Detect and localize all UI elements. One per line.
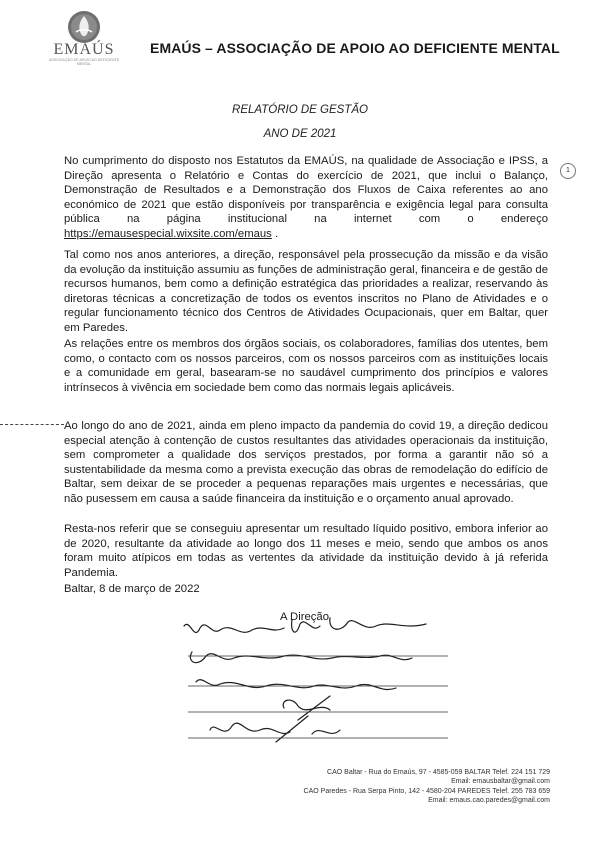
- signatory-label: A Direção: [280, 611, 329, 623]
- logo-emblem-icon: [67, 10, 101, 44]
- signature-1: [184, 618, 426, 632]
- paragraph-4: Ao longo do ano de 2021, ainda em pleno impacto da pandemia do covid 19, a direção dedicou especial atenção à contenção de custos resultantes das atividades operacionais da instituição, sem comprometer a qualidade dos serviços prestados, por forma a garantir não só a sustentabilidade da mesma como a prevista execução das obras de remodelação do edifício de Baltar, sem deixar de se proceder a pequenas reparações mais urgentes e necessárias, que não pusessem em causa a saúde financeira da instituição e o orçamento anual aprovado.: [64, 420, 548, 505]
- paragraph-5: Resta-nos referir que se conseguiu apresentar um resultado líquido positivo, embora inferior ao de 2020, resultante da atividade ao longo dos 11 meses e meio, sendo que ambos os anos foram muito atípicos em todas as vertentes da atividade da instituição devido à já referida Pandemia.: [64, 523, 548, 579]
- footer-baltar-address: CAO Baltar - Rua do Emaús, 97 - 4585-059 BALTAR Telef. 224 151 729: [327, 769, 550, 776]
- website-link[interactable]: https://emausespecial.wixsite.com/emaus: [64, 227, 272, 240]
- paragraph-1-text: No cumprimento do disposto nos Estatutos da EMAÚS, na qualidade de Associação e IPSS, a Direção apresenta o Relatório e Contas do exercício de 2021, que inclui o Balanço, Demonstração de Resultados e a Demonstração dos Fluxos de Caixa referentes ao ano económico de 2021 que estão disponíveis por transparência e exigência legal para consulta pública na página institucional na internet com o endereço: [64, 155, 548, 225]
- signature-2: [190, 652, 412, 663]
- paragraph-2: Tal como nos anos anteriores, a direção, responsável pela prossecução da missão e da visão da evolução da instituição assumiu as funções de administração geral, financeira e de gestão de recursos humanos, bem como a definição estratégica das prioridades a realizar, reservando às diretoras técnicas a concretização de todos os eventos inscritos no Plano de Atividades e o regular funcionamento técnico dos Centros de Atividades Ocupacionais, quer em Baltar, quer em Paredes.: [64, 249, 548, 334]
- signature-3: [196, 680, 396, 690]
- report-year: ANO DE 2021: [263, 128, 337, 140]
- scan-artifact-line: [0, 424, 64, 426]
- page-number: 1: [560, 163, 576, 179]
- emaus-logo: [48, 10, 120, 80]
- paragraph-3: As relações entre os membros dos órgãos sociais, os colaboradores, famílias dos utentes, bem como, o contacto com os nossos parceiros, com os nossos parceiros com as instituições locais e a comunidade em geral, basearam-se no saudável cumprimento dos princípios e valores intrínsecos à vivência em sociedade bem como das normais legais aplicáveis.: [64, 338, 548, 394]
- paragraph-1-end: .: [271, 227, 279, 240]
- paragraph-1: [64, 154, 548, 241]
- place-and-date: Baltar, 8 de março de 2022: [64, 583, 200, 595]
- logo-wordmark: EMAÚS: [53, 41, 115, 58]
- footer-paredes-email: Email: emaus.cao.paredes@gmail.com: [428, 796, 550, 804]
- organization-title: EMAÚS – ASSOCIAÇÃO DE APOIO AO DEFICIENTE MENTAL: [150, 40, 560, 56]
- report-title: RELATÓRIO DE GESTÃO: [232, 104, 368, 116]
- footer-contacts: [200, 768, 550, 805]
- board-signatures: [180, 612, 450, 752]
- logo-subtext: ASSOCIAÇÃO DE APOIO AO DEFICIENTE MENTAL: [48, 58, 120, 66]
- footer-baltar-email: Email: emausbaltar@gmail.com: [451, 778, 550, 786]
- footer-paredes-address: CAO Paredes - Rua Serpa Pinto, 142 - 4580-204 PAREDES Telef. 255 783 659: [303, 787, 550, 795]
